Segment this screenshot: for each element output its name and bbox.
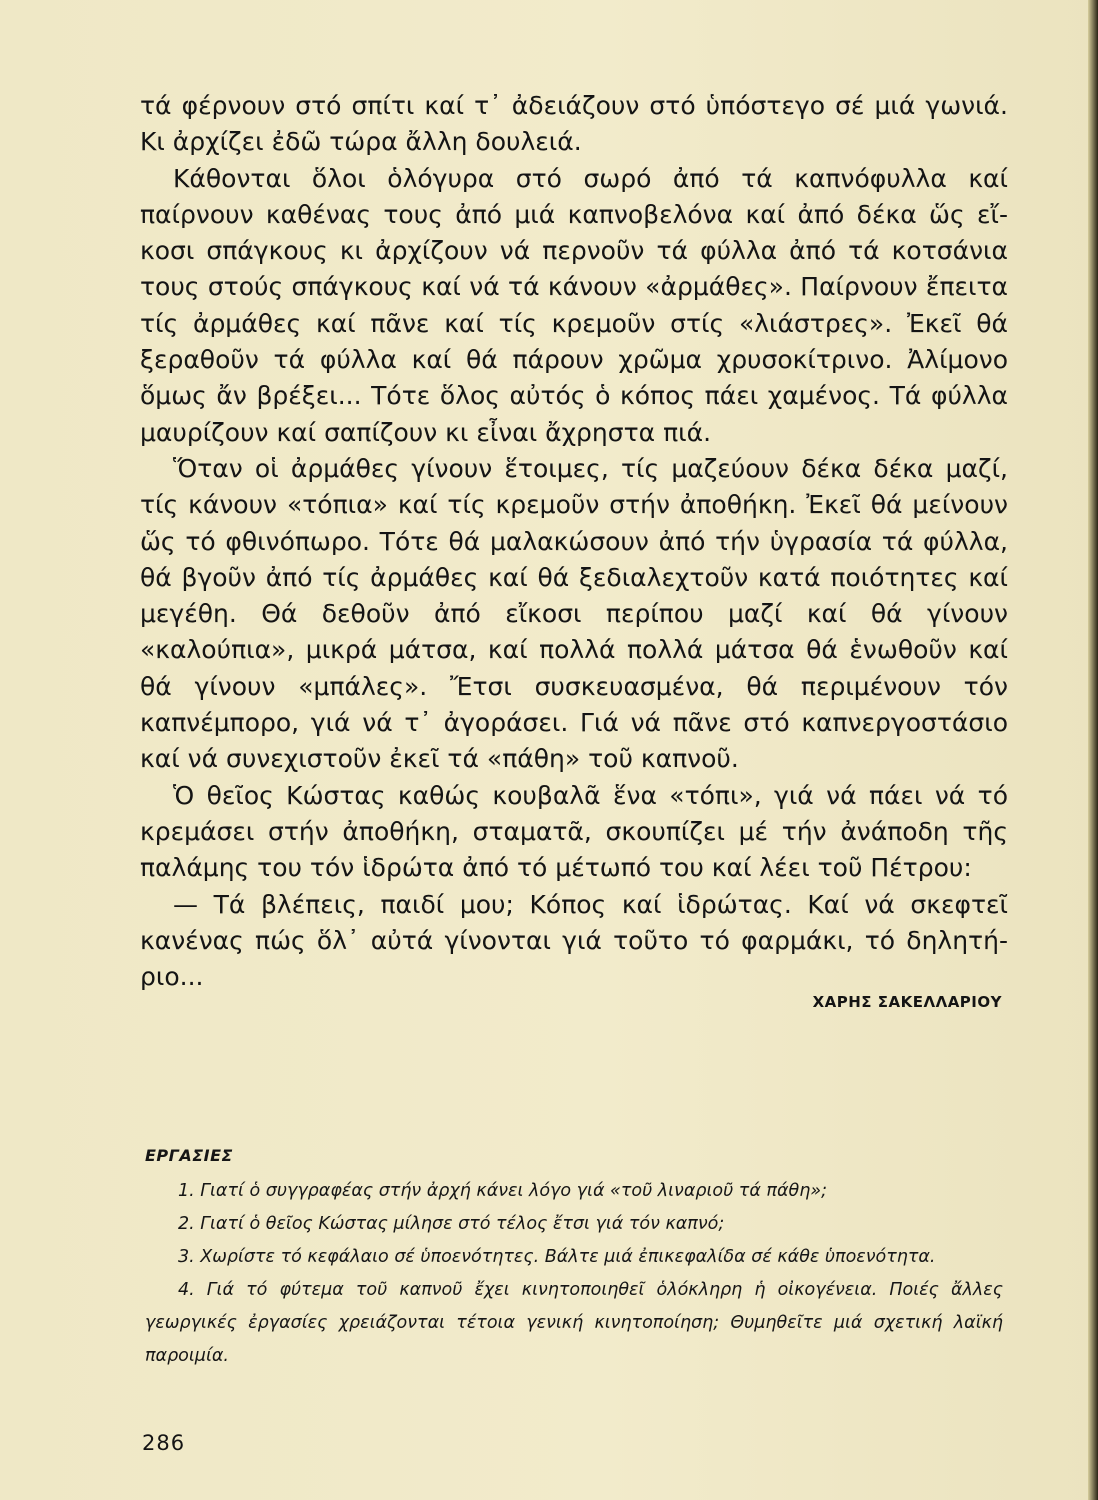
exercise-item: 4. Γιά τό φύτεμα τοῦ καπνοῦ ἔχει κινητοποιηθεῖ ὁλόκληρη ἡ οἰκογένεια. Ποιές ἄλλες γεωργικές ἐργασίες χρειάζονται τέτοια γενική κινητοποίηση; Θυμηθεῖτε μιά σχετική λαϊκή παροιμία. xyxy=(145,1280,1003,1366)
exercise-item: 1. Γιατί ὁ συγγραφέας στήν ἀρχή κάνει λόγο γιά «τοῦ λιναριοῦ τά πάθη»; xyxy=(178,1181,827,1201)
page-edge-shadow xyxy=(1088,0,1098,1500)
exercise-item: 3. Χωρίστε τό κεφάλαιο σέ ὑποενότητες. Βάλτε μιά ἐπικεφαλίδα σέ κάθε ὑποενότητα. xyxy=(178,1247,936,1267)
story-paragraph: Ὅταν οἱ ἀρμάθες γίνουν ἕτοιμες, τίς μαζεύουν δέκα δέκα μαζί, τίς κάνουν «τόπια» καί τίς κρεμοῦν στήν ἀποθήκη. Ἐκεῖ θά μείνουν ὥς τό φθινόπωρο. Τότε θά μαλακώσουν ἀπό τήν ὑγρασία τά φύλλα, θά βγοῦν ἀπό τίς ἀρμάθες καί θά ξεδιαλεχτοῦν κατά ποιότητες καί μεγέθη. Θά δεθοῦν ἀπό εἴκοσι περίπου μαζί καί θά γίνουν «καλούπια», μικρά μάτσα, καί πολλά πολλά μάτσα θά ἑνωθοῦν καί θά γίνουν «μπάλες». Ἔτσι συσκευασμένα, θά περιμένουν τόν καπνέμπορο, γιά νά τ᾽ ἀγοράσει. Γιά νά πᾶνε στό καπνεργοστάσιο καί νά συνεχιστοῦν ἐκεῖ τά «πάθη» τοῦ καπνοῦ. xyxy=(140,453,1008,774)
story-text xyxy=(140,88,1008,995)
story-paragraph: — Τά βλέπεις, παιδί μου; Κόπος καί ἱδρώτας. Καί νά σκεφτεῖ κανένας πώς ὅλ᾽ αὐτά γίνονται γιά τοῦτο τό φαρμάκι, τό δηλητήριο... xyxy=(140,889,1008,992)
exercises-heading: ΕΡΓΑΣΙΕΣ xyxy=(145,1146,233,1165)
story-paragraph: τά φέρνουν στό σπίτι καί τ᾽ ἀδειάζουν στό ὑπόστεγο σέ μιά γωνιά. Κι ἀρχίζει ἐδῶ τώρα ἄλλη δουλειά. xyxy=(140,91,1008,157)
author-signature: ΧΑΡΗΣ ΣΑΚΕΛΛΑΡΙΟΥ xyxy=(812,993,1002,1011)
exercise-item: 2. Γιατί ὁ θεῖος Κώστας μίλησε στό τέλος ἔτσι γιά τόν καπνό; xyxy=(178,1214,725,1234)
story-paragraph: Κάθονται ὅλοι ὁλόγυρα στό σωρό ἀπό τά καπνόφυλλα καί παίρνουν καθένας τους ἀπό μιά καπνοβελόνα καί ἀπό δέκα ὥς εἴκοσι σπάγκους κι ἀρχίζουν νά περνοῦν τά φύλλα ἀπό τά κοτσάνια τους στούς σπάγκους καί νά τά κάνουν «ἀρμάθες». Παίρνουν ἔπειτα τίς ἀρμάθες καί πᾶνε καί τίς κρεμοῦν στίς «λιάστρες». Ἐκεῖ θά ξεραθοῦν τά φύλλα καί θά πάρουν χρῶμα χρυσοκίτρινο. Ἀλίμονο ὅμως ἄν βρέξει... Τότε ὅλος αὐτός ὁ κόπος πάει χαμένος. Τά φύλλα μαυρίζουν καί σαπίζουν κι εἶναι ἄχρηστα πιά. xyxy=(140,163,1008,447)
story-paragraph: Ὁ θεῖος Κώστας καθώς κουβαλᾶ ἕνα «τόπι», γιά νά πάει νά τό κρεμάσει στήν ἀποθήκη, σταματᾶ, σκουπίζει μέ τήν ἀνάποδη τῆς παλάμης του τόν ἱδρώτα ἀπό τό μέτωπό του καί λέει τοῦ Πέτρου: xyxy=(140,780,1008,883)
exercises-section xyxy=(145,1139,1003,1373)
page-number: 286 xyxy=(142,1431,186,1455)
